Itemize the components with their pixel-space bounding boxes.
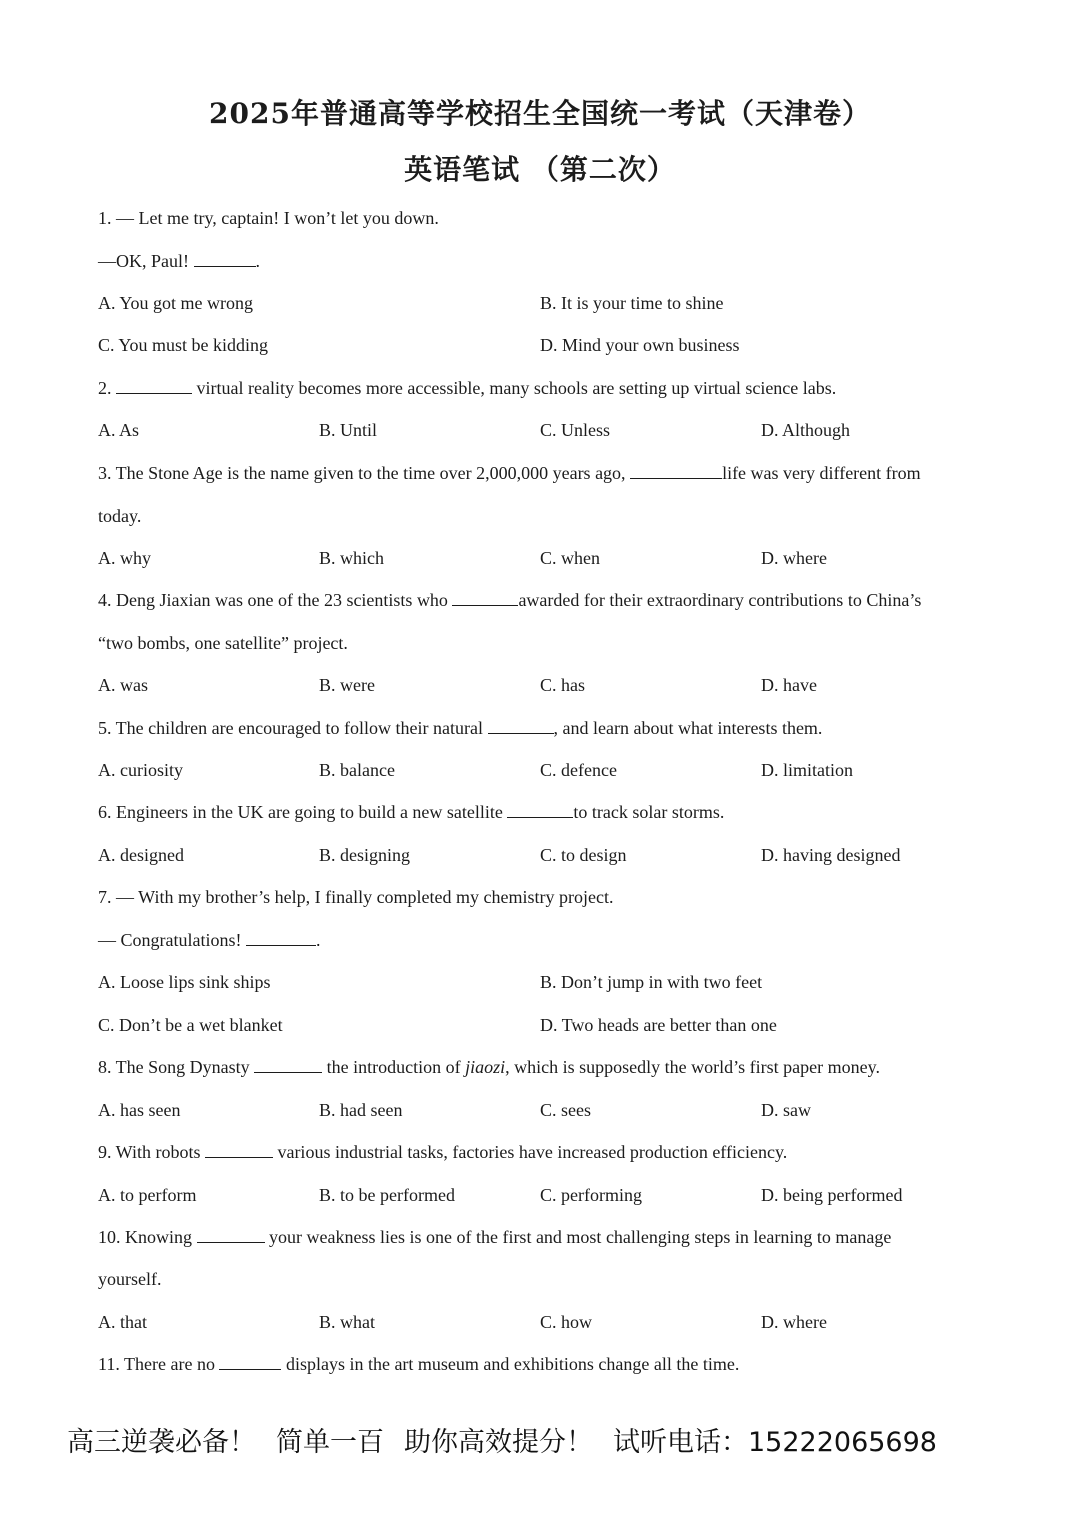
option-d: D. Two heads are better than one xyxy=(540,1015,777,1035)
option-b: B. to be performed xyxy=(319,1185,455,1205)
option-c: C. to design xyxy=(540,845,627,865)
question-11-stem: 11. There are no displays in the art museum and exhibitions change all the time. xyxy=(98,1354,740,1374)
option-a: A. has seen xyxy=(98,1100,181,1120)
option-d: D. where xyxy=(761,548,827,568)
option-b: B. Until xyxy=(319,420,378,440)
option-c: C. has xyxy=(540,675,585,695)
question-4-stem-cont: “two bombs, one satellite” project. xyxy=(98,633,348,653)
option-c: C. Unless xyxy=(540,420,611,440)
question-2-stem: 2. virtual reality becomes more accessible, many schools are setting up virtual science labs. xyxy=(98,378,837,398)
ad-brand: 简单一百 xyxy=(276,1427,384,1458)
option-c: C. when xyxy=(540,548,600,568)
option-a: A. Loose lips sink ships xyxy=(98,972,271,992)
answer-blank xyxy=(219,1353,281,1370)
answer-blank xyxy=(197,1226,265,1243)
answer-blank xyxy=(205,1141,273,1158)
option-a: A. to perform xyxy=(98,1185,197,1205)
option-b: B. designing xyxy=(319,845,411,865)
question-4-stem: 4. Deng Jiaxian was one of the 23 scientists who awarded for their extraordinary contributions to China’s xyxy=(98,590,922,610)
option-d: D. Although xyxy=(761,420,851,440)
answer-blank xyxy=(116,377,192,394)
answer-blank xyxy=(488,717,554,734)
answer-blank xyxy=(194,250,256,267)
option-d: D. having designed xyxy=(761,845,901,865)
option-c: C. performing xyxy=(540,1185,642,1205)
exam-title: 2025年普通高等学校招生全国统一考试（天津卷） xyxy=(209,97,871,130)
question-1-stem: 1. — Let me try, captain! I won’t let you down. xyxy=(98,208,439,228)
option-a: A. As xyxy=(98,420,140,440)
question-9-stem: 9. With robots various industrial tasks, factories have increased production efficiency. xyxy=(98,1142,788,1162)
answer-blank xyxy=(507,801,573,818)
option-d: D. where xyxy=(761,1312,827,1332)
question-7-reply: — Congratulations! . xyxy=(98,930,321,950)
option-c: C. how xyxy=(540,1312,593,1332)
option-a: A. why xyxy=(98,548,151,568)
option-d: D. limitation xyxy=(761,760,853,780)
option-d: D. being performed xyxy=(761,1185,903,1205)
question-7-stem: 7. — With my brother’s help, I finally completed my chemistry project. xyxy=(98,887,614,907)
question-3-stem: 3. The Stone Age is the name given to the time over 2,000,000 years ago, life was very different from xyxy=(98,463,921,483)
answer-blank xyxy=(254,1056,322,1073)
option-c: C. Don’t be a wet blanket xyxy=(98,1015,283,1035)
answer-blank xyxy=(452,589,518,606)
question-1-reply: —OK, Paul! . xyxy=(98,251,260,271)
option-b: B. what xyxy=(319,1312,375,1332)
ad-slogan-1: 高三逆袭必备！ xyxy=(67,1427,256,1458)
option-c: C. sees xyxy=(540,1100,591,1120)
question-6-stem: 6. Engineers in the UK are going to build a new satellite to track solar storms. xyxy=(98,802,725,822)
option-a: A. You got me wrong xyxy=(98,293,254,313)
option-b: B. Don’t jump in with two feet xyxy=(540,972,763,992)
question-10-stem: 10. Knowing your weakness lies is one of the first and most challenging steps in learning to manage xyxy=(98,1227,892,1247)
footer-ad xyxy=(67,1425,957,1461)
option-b: B. It is your time to shine xyxy=(540,293,724,313)
option-b: B. balance xyxy=(319,760,395,780)
option-a: A. designed xyxy=(98,845,184,865)
question-10-stem-cont: yourself. xyxy=(98,1269,162,1289)
option-c: C. defence xyxy=(540,760,617,780)
option-d: D. saw xyxy=(761,1100,811,1120)
option-c: C. You must be kidding xyxy=(98,335,269,355)
option-a: A. was xyxy=(98,675,148,695)
question-8-stem: 8. The Song Dynasty the introduction of jiaozi, which is supposedly the world’s first paper money. xyxy=(98,1057,880,1077)
option-b: B. were xyxy=(319,675,375,695)
option-d: D. have xyxy=(761,675,817,695)
ad-slogan-2: 助你高效提分！ xyxy=(404,1427,593,1458)
answer-blank xyxy=(630,462,722,479)
ad-phone: 试听电话：15222065698 xyxy=(613,1427,937,1458)
exam-subtitle: 英语笔试 （第二次） xyxy=(404,153,676,186)
option-a: A. that xyxy=(98,1312,147,1332)
answer-blank xyxy=(246,929,316,946)
question-5-stem: 5. The children are encouraged to follow their natural , and learn about what interests them. xyxy=(98,718,823,738)
option-d: D. Mind your own business xyxy=(540,335,740,355)
option-a: A. curiosity xyxy=(98,760,183,780)
option-b: B. had seen xyxy=(319,1100,403,1120)
question-3-stem-cont: today. xyxy=(98,506,142,526)
option-b: B. which xyxy=(319,548,384,568)
